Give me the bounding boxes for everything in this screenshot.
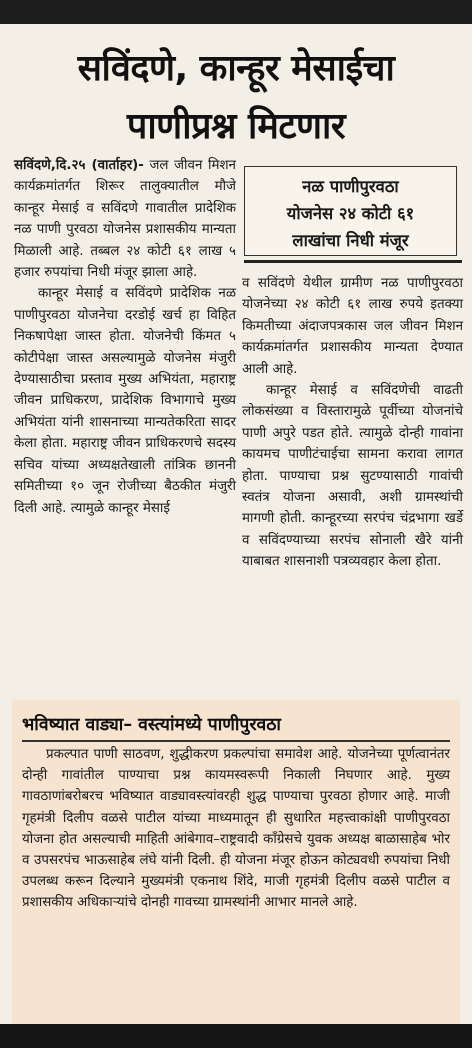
headline-line-1: सविंदणे, कान्हूर मेसाईचा <box>77 48 395 89</box>
dateline: सविंदणे,दि.२५ (वार्ताहर)- <box>14 158 144 173</box>
right-paragraph-2: कान्हूर मेसाई व सविंदणेची वाढती लोकसंख्या व विस्तारामुळे पूर्वीच्या योजनांचे पाणी अपुरे पडत होते. त्यामुळे दोन्ही गावांना कायमच पाणीटंचाईचा सामना करावा लागत होता. पाण्याचा प्रश्न सुटण्यासाठी गावांची स्वतंत्र योजना असावी, अशी ग्रामस्थांची मागणी होती. कान्हूरच्या सरपंच चंद्रभागा खर्डे व सविंदण्याच्या सरपंच सोनाली खैरे यांनी याबाबत शासनाशी पत्रव्यवहार केला होता. <box>242 383 463 570</box>
sidebar-box-title: भविष्यात वाड्या– वस्त्यांमध्ये पाणीपुरवठा <box>22 715 281 735</box>
sidebar-box <box>12 700 460 1024</box>
subheadline-line-1: नळ पाणीपुरवठा <box>302 177 399 196</box>
top-dark-border <box>0 0 472 24</box>
sidebar-box-rule <box>22 740 450 742</box>
bottom-dark-border <box>0 1024 472 1048</box>
subheadline-line-3: लाखांचा निधी मंजूर <box>292 231 409 250</box>
left-paragraph-1 <box>14 155 236 283</box>
headline-line-2: पाणीप्रश्न मिटणार <box>126 106 346 147</box>
left-paragraph-1-text: जल जीवन मिशन कार्यक्रमांतर्गत शिरूर तालुक्यातील मौजे कान्हूर मेसाई व सविंदणे गावातील प्रादेशिक नळ पाणी पुरवठा योजनेस प्रशासकीय मान्यता मिळाली आहे. तब्बल २४ कोटी ६१ लाख ५ हजार रुपयांचा निधी मंजूर झाला आहे. <box>14 158 236 281</box>
subheadline-box <box>244 166 457 256</box>
right-paragraph-1: व सविंदणे येथील ग्रामीण नळ पाणीपुरवठा योजनेच्या २४ कोटी ६१ लाख रुपये इतक्या किमतीच्या अंदाजपत्रकास जल जीवन मिशन कार्यक्रमांतर्गत प्रशासकीय मान्यता देण्यात आली आहे. <box>242 276 463 377</box>
subheadline-line-2: योजनेस २४ कोटी ६१ <box>286 204 415 223</box>
right-column <box>242 273 463 573</box>
newspaper-clipping <box>0 24 472 1024</box>
headline <box>0 40 472 156</box>
subheadline-rule <box>244 260 462 263</box>
sidebar-box-body: प्रकल्पात पाणी साठवण, शुद्धीकरण प्रकल्पांचा समावेश आहे. योजनेच्या पूर्णत्वानंतर दोन्ही गावांतील पाण्याचा प्रश्न कायमस्वरूपी निकाली निघणार आहे. मुख्य गावठाणांबरोबरच भविष्यात वाड्यावस्त्यांवरही शुद्ध पाण्याचा पुरवठा होणार आहे. माजी गृहमंत्री दिलीप वळसे पाटील यांच्या माध्यमातून ही सुधारित महत्त्वाकांक्षी पाणीपुरवठा योजना होत असल्याची माहिती आंबेगाव–राष्ट्रवादी काँग्रेसचे युवक अध्यक्ष बाळासाहेब भोर व उपसरपंच भाऊसाहेब लंघे यांनी दिली. ही योजना मंजूर होऊन कोट्यवधी रुपयांचा निधी उपलब्ध करून दिल्याने मुख्यमंत्री एकनाथ शिंदे, माजी गृहमंत्री दिलीप वळसे पाटील व प्रशासकीय अधिकाऱ्यांचे दोनही गावच्या ग्रामस्थांनी आभार मानले आहे. <box>22 747 450 911</box>
left-paragraph-2: कान्हूर मेसाई व सविंदणे प्रादेशिक नळ पाणीपुरवठा योजनेचा दरडोई खर्च हा विहित निकषापेक्षा जास्त होता. योजनेची किंमत ५ कोटीपेक्षा जास्त असल्यामुळे योजनेस मंजुरी देण्यासाठीचा प्रस्ताव मुख्य अभियंता, महाराष्ट्र जीवन प्राधिकरण, प्रादेशिक विभागाचे मुख्य अभियंता यांनी शासनाच्या मान्यतेकरिता सादर केला होता. महाराष्ट्र जीवन प्राधिकरणचे सदस्य सचिव यांच्या अध्यक्षतेखाली तांत्रिक छाननी समितीच्या १० जून रोजीच्या बैठकीत मंजुरी दिली आहे. त्यामुळे कान्हूर मेसाई <box>14 286 236 516</box>
left-column <box>14 155 236 519</box>
